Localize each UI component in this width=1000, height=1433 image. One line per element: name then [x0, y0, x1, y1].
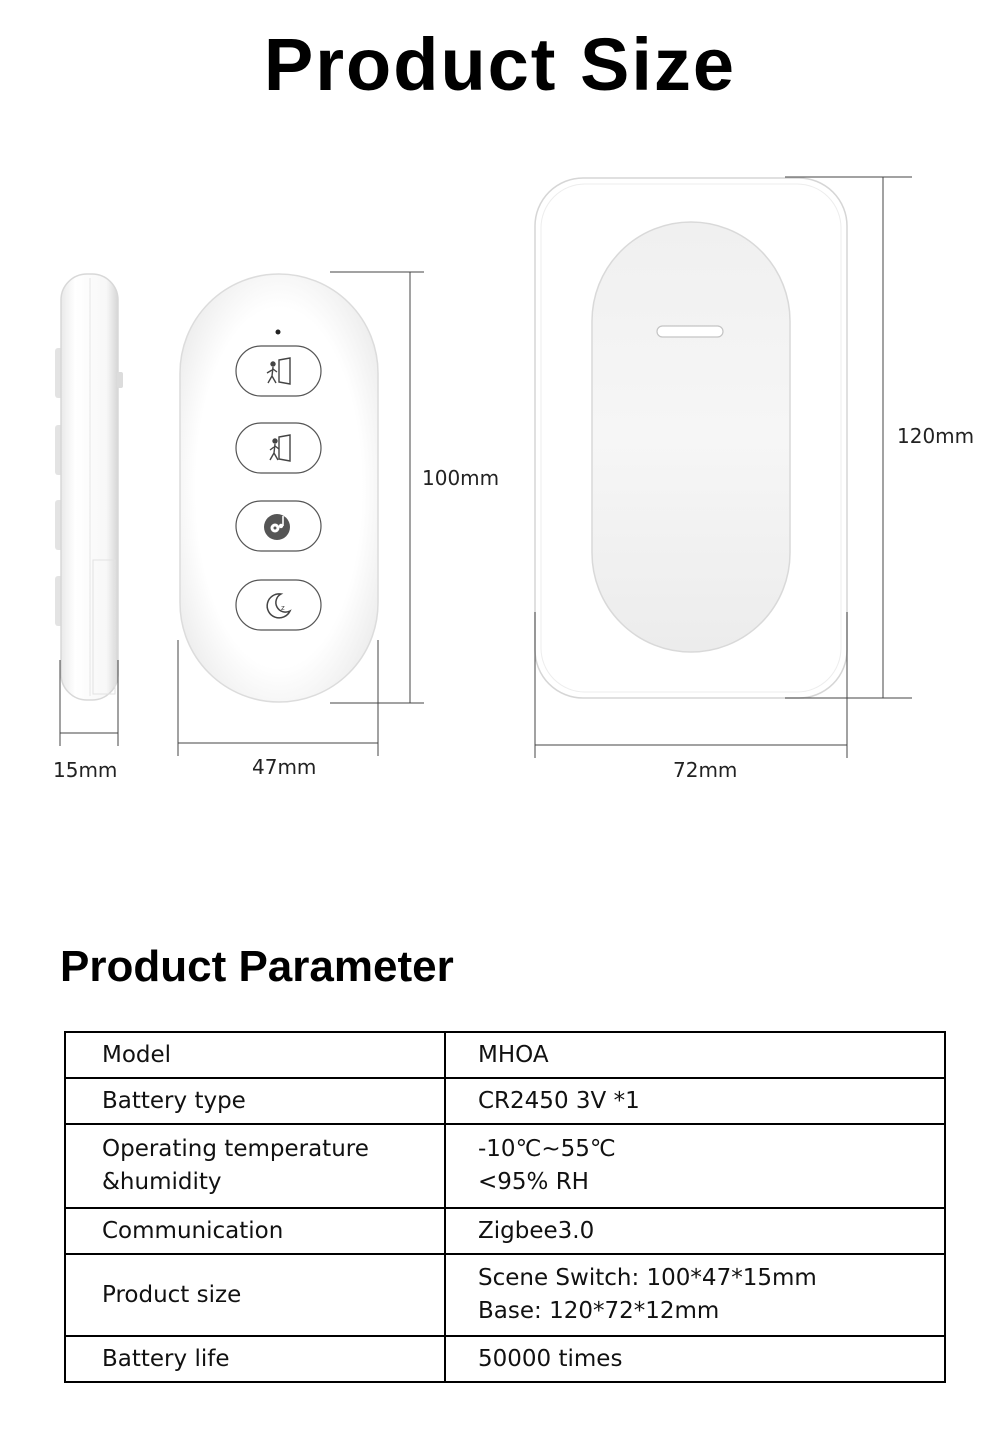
scene-switch-front — [180, 274, 378, 702]
parameter-table — [64, 1031, 946, 1383]
param-key-line: Operating temperature — [102, 1136, 369, 1162]
scene-button-4[interactable] — [236, 580, 321, 630]
scene-button-2[interactable] — [236, 423, 321, 473]
base-height-label: 120mm — [897, 424, 975, 448]
param-key: Model — [65, 1032, 445, 1078]
param-key: Product size — [65, 1254, 445, 1336]
param-value — [445, 1124, 945, 1208]
page-title: Product Size — [263, 23, 737, 106]
table-row — [65, 1078, 945, 1124]
table-row — [65, 1336, 945, 1382]
svg-text:z: z — [281, 604, 285, 612]
param-value: MHOA — [445, 1032, 945, 1078]
param-value — [445, 1254, 945, 1336]
param-key: Battery life — [65, 1336, 445, 1382]
param-key: Communication — [65, 1208, 445, 1254]
table-row — [65, 1254, 945, 1336]
param-value: Zigbee3.0 — [445, 1208, 945, 1254]
scene-button-3[interactable] — [236, 501, 321, 551]
switch-width-label: 47mm — [252, 755, 317, 779]
param-key — [65, 1124, 445, 1208]
section-title: Product Parameter — [60, 942, 454, 991]
side-view-device — [55, 274, 123, 700]
base-plate — [535, 178, 847, 698]
music-disc-icon — [264, 514, 290, 540]
switch-height-label: 100mm — [422, 466, 500, 490]
product-diagram — [0, 150, 1000, 790]
param-value-line: Base: 120*72*12mm — [478, 1298, 720, 1324]
param-key: Battery type — [65, 1078, 445, 1124]
table-row — [65, 1124, 945, 1208]
table-row — [65, 1208, 945, 1254]
base-width-label: 72mm — [673, 758, 738, 782]
param-value-line: -10℃~55℃ — [478, 1136, 616, 1162]
table-row — [65, 1032, 945, 1078]
param-value: 50000 times — [445, 1336, 945, 1382]
scene-button-1[interactable] — [236, 346, 321, 396]
param-value: CR2450 3V *1 — [445, 1078, 945, 1124]
param-value-line: Scene Switch: 100*47*15mm — [478, 1265, 817, 1291]
param-key-line: &humidity — [102, 1169, 222, 1195]
side-thickness-label: 15mm — [53, 758, 118, 782]
param-value-line: <95% RH — [478, 1169, 589, 1195]
